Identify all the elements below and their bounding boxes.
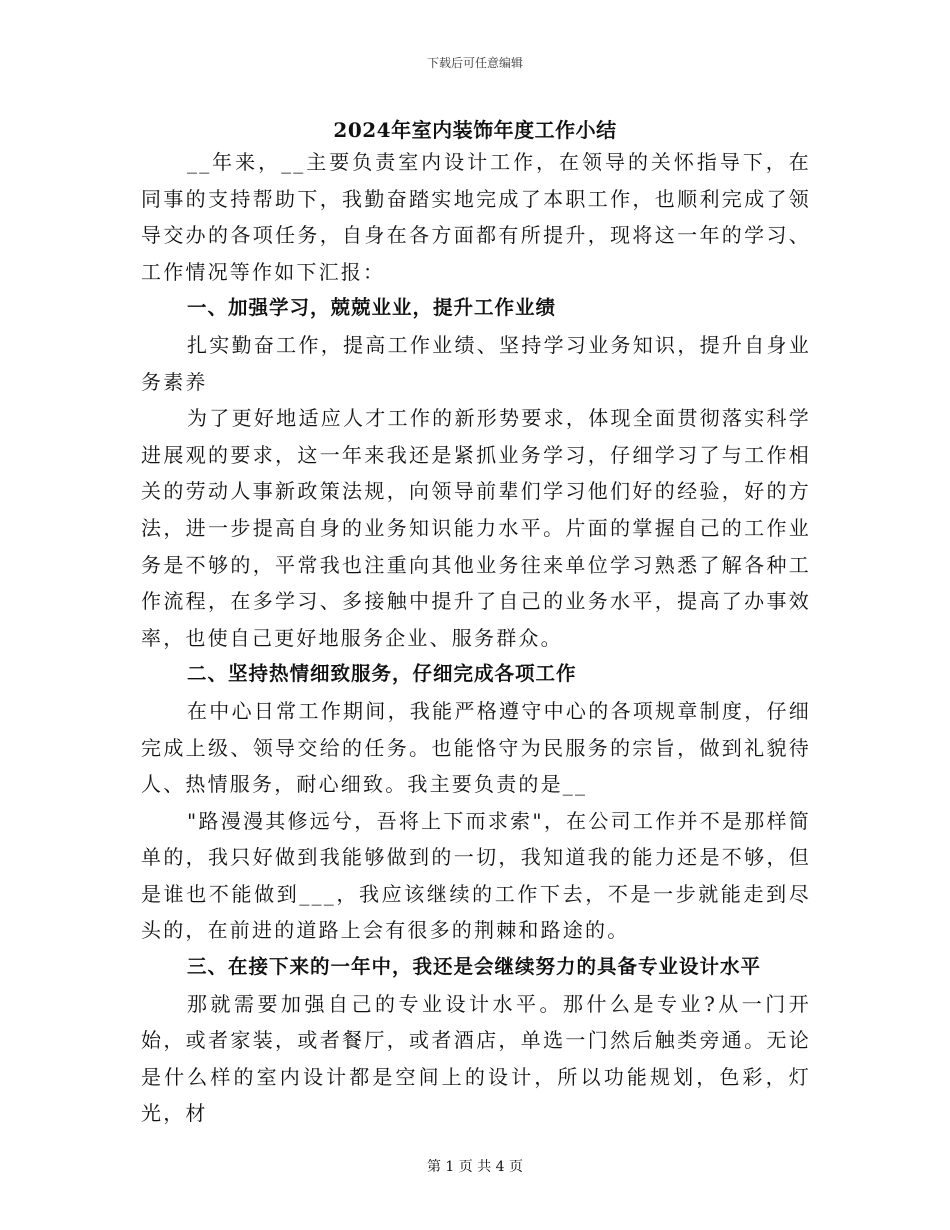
section-1-paragraph-1: 扎实勤奋工作，提高工作业绩、坚持学习业务知识，提升自身业务素养 <box>141 332 811 394</box>
section-1-paragraph-2: 为了更好地适应人才工作的新形势要求，体现全面贯彻落实科学进展观的要求，这一年来我还是紧抓业务学习，仔细学习了与工作相关的劳动人事新政策法规，向领导前辈们学习他们好的经验，好的方法，进一步提高自身的业务知识能力水平。片面的掌握自己的工作业务是不够的，平常我也注重向其他业务往来单位学习熟悉了解各种工作流程，在多学习、多接触中提升了自己的业务水平，提高了办事效率，也使自己更好地服务企业、服务群众。 <box>141 406 811 650</box>
section-3-paragraph-1: 那就需要加强自己的专业设计水平。那什么是专业?从一门开始，或者家装，或者餐厅，或者酒店，单选一门然后触类旁通。无论是什么样的室内设计都是空间上的设计，所以功能规划，色彩，灯光，材 <box>141 991 811 1126</box>
page-header-note: 下载后可任意编辑 <box>426 56 523 70</box>
section-heading-3: 三、在接下来的一年中，我还是会继续努力的具备专业设计水平 <box>187 955 762 979</box>
section-2-paragraph-1: 在中心日常工作期间，我能严格遵守中心的各项规章制度，仔细完成上级、领导交给的任务。也能恪守为民服务的宗旨，做到礼貌待人、热情服务，耐心细致。我主要负责的是__ <box>141 698 811 797</box>
section-heading-2: 二、坚持热情细致服务，仔细完成各项工作 <box>187 662 577 686</box>
document-title: 2024年室内装饰年度工作小结 <box>333 118 617 142</box>
document-body <box>141 144 811 1132</box>
section-heading-1: 一、加强学习，兢兢业业，提升工作业绩 <box>187 296 557 320</box>
intro-paragraph: __年来，__主要负责室内设计工作，在领导的关怀指导下，在同事的支持帮助下，我勤奋踏实地完成了本职工作，也顺利完成了领导交办的各项任务，自身在各方面都有所提升，现将这一年的学习、工作情况等作如下汇报： <box>141 150 811 284</box>
page-number: 第 1 页 共 4 页 <box>426 1159 524 1175</box>
section-2-paragraph-2: "路漫漫其修远兮，吾将上下而求索"，在公司工作并不是那样简单的，我只好做到我能够做到的一切，我知道我的能力还是不够，但是谁也不能做到___，我应该继续的工作下去，不是一步就能走到尽头的，在前进的道路上会有很多的荆棘和路途的。 <box>141 808 811 943</box>
